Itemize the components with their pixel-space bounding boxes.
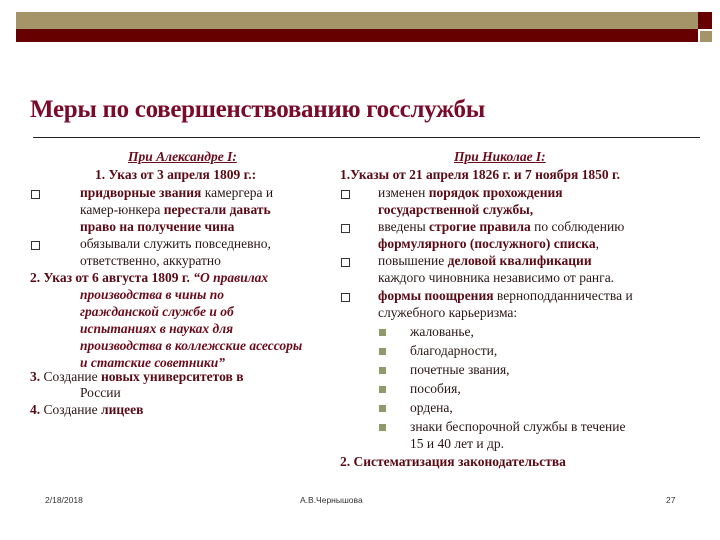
header-bar-tan xyxy=(16,12,698,29)
right-text-line xyxy=(378,270,614,286)
text-segment: лицеев xyxy=(101,402,144,417)
text-segment: формулярного (послужного) списка xyxy=(378,236,596,251)
left-text-line xyxy=(80,236,271,252)
right-text-line xyxy=(378,185,563,201)
right-text-line xyxy=(410,436,504,452)
square-bullet-icon xyxy=(341,293,350,302)
text-segment: служебного карьеризма: xyxy=(378,305,518,320)
text-segment: Создание xyxy=(43,402,102,417)
left-text-line xyxy=(80,202,271,218)
right-text-line xyxy=(340,167,620,183)
green-square-bullet-icon xyxy=(379,405,386,412)
square-bullet-icon xyxy=(341,190,350,199)
right-text-line xyxy=(410,381,461,397)
text-segment: по соблюдению xyxy=(530,219,625,234)
slide-title: Меры по совершенствованию госслужбы xyxy=(30,96,485,123)
green-square-bullet-icon xyxy=(379,386,386,393)
text-segment: ответственно, аккуратно xyxy=(80,253,221,268)
text-segment: новых университетов в xyxy=(101,369,244,384)
left-text-line xyxy=(30,369,244,385)
text-segment: производства в коллежские асессоры xyxy=(80,338,303,353)
right-text-line xyxy=(410,343,497,359)
text-segment: 1.Указы от 21 апреля 1826 г. и 7 ноября 1850 г. xyxy=(340,167,621,182)
text-segment: деловой квалификации xyxy=(447,253,592,268)
square-bullet-icon xyxy=(31,241,40,250)
right-text-line xyxy=(410,419,626,435)
text-segment: 2. Указ от 6 августа 1809 г. xyxy=(30,270,194,285)
text-segment: 15 и 40 лет и др. xyxy=(410,436,504,451)
text-segment: введены xyxy=(378,219,430,234)
text-segment: каждого чиновника независимо от ранга. xyxy=(378,270,615,285)
title-divider xyxy=(33,137,700,138)
left-text-line xyxy=(80,185,273,201)
square-bullet-icon xyxy=(341,258,350,267)
left-text-line xyxy=(95,167,256,183)
green-square-bullet-icon xyxy=(379,348,386,355)
text-segment: 1. Указ от 3 апреля 1809 г.: xyxy=(95,167,257,182)
left-text-line xyxy=(80,253,221,269)
left-text-line xyxy=(80,287,224,303)
right-text-line xyxy=(378,288,633,304)
left-text-line xyxy=(80,338,302,354)
footer-author: А.В.Чернышова xyxy=(300,495,363,505)
right-text-line xyxy=(378,236,599,252)
green-square-bullet-icon xyxy=(379,424,386,431)
text-segment: 3. xyxy=(30,369,44,384)
text-segment: России xyxy=(80,385,121,400)
text-segment: камергера и xyxy=(201,185,274,200)
text-segment: перестали давать xyxy=(163,202,271,217)
footer-date: 2/18/2018 xyxy=(45,495,83,505)
text-segment: порядок прохождения xyxy=(428,185,563,200)
text-segment: пособия, xyxy=(410,381,461,396)
text-segment: формы поощрения xyxy=(378,288,494,303)
footer-page-number: 27 xyxy=(666,495,676,505)
header-corner-maroon xyxy=(698,12,712,29)
text-segment: , xyxy=(595,236,599,251)
left-text-line xyxy=(80,304,234,320)
text-segment: придворные звания xyxy=(80,185,202,200)
header-bar-maroon xyxy=(16,29,698,42)
text-segment: камер-юнкера xyxy=(80,202,164,217)
left-text-line xyxy=(80,321,233,337)
square-bullet-icon xyxy=(341,224,350,233)
text-segment: Создание xyxy=(43,369,102,384)
text-segment: ордена, xyxy=(410,400,453,415)
square-bullet-icon xyxy=(31,190,40,199)
text-segment: производства в чины по xyxy=(80,287,224,302)
text-segment: повышение xyxy=(378,253,448,268)
right-text-line xyxy=(378,305,517,321)
right-text-line xyxy=(410,400,453,416)
text-segment: государственной службы, xyxy=(378,202,534,217)
right-text-line xyxy=(340,454,566,470)
text-segment: знаки беспорочной службы в течение xyxy=(410,419,626,434)
right-text-line xyxy=(410,362,510,378)
text-segment: 2. Систематизация законодательства xyxy=(340,454,566,469)
right-text-line xyxy=(410,324,474,340)
text-segment: гражданской службе и об xyxy=(80,304,234,319)
text-segment: обязывали служить повседневно, xyxy=(80,236,271,251)
text-segment: жалованье, xyxy=(410,324,474,339)
text-segment: верноподданничества и xyxy=(493,288,633,303)
right-column-heading: При Николае I: xyxy=(454,149,546,164)
right-text-line xyxy=(378,219,624,235)
header-corner-tan xyxy=(700,31,712,42)
text-segment: “О правилах xyxy=(193,270,269,285)
left-text-line xyxy=(80,219,234,235)
text-segment: и статские советники” xyxy=(80,355,226,370)
right-text-line xyxy=(378,253,592,269)
green-square-bullet-icon xyxy=(379,367,386,374)
green-square-bullet-icon xyxy=(379,329,386,336)
text-segment: 4. xyxy=(30,402,44,417)
text-segment: право на получение чина xyxy=(80,219,235,234)
text-segment: строгие правила xyxy=(429,219,531,234)
text-segment: испытаниях в науках для xyxy=(80,321,234,336)
text-segment: почетные звания, xyxy=(410,362,510,377)
left-text-line xyxy=(30,402,143,418)
right-text-line xyxy=(378,202,533,218)
left-text-line xyxy=(30,270,268,286)
left-text-line xyxy=(80,385,121,401)
text-segment: изменен xyxy=(378,185,429,200)
left-column-heading: При Александре I: xyxy=(128,149,237,164)
text-segment: благодарности, xyxy=(410,343,498,358)
